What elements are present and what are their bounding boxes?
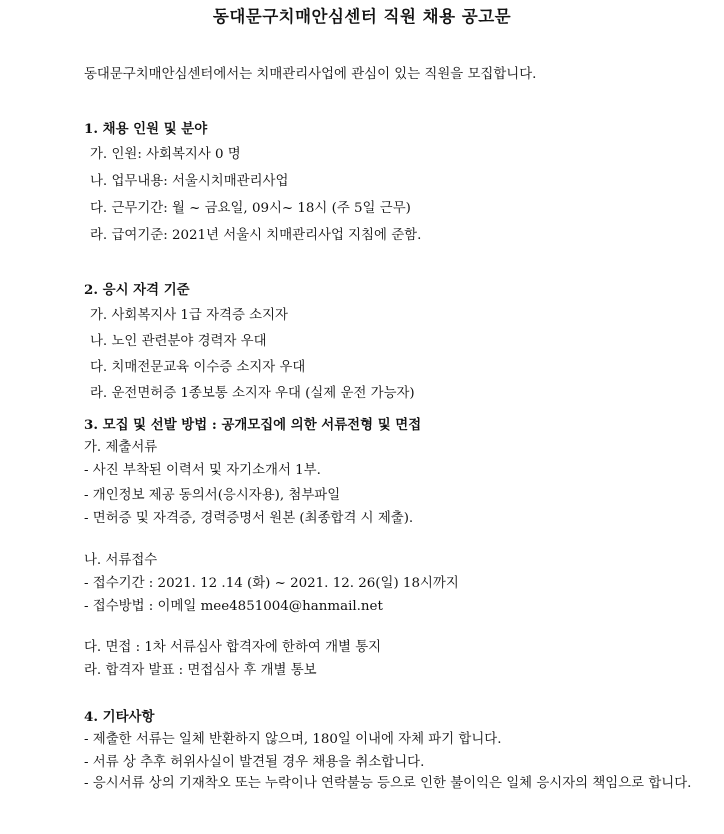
section-selection-heading: 3. 모집 및 선발 방법 : 공개모집에 의한 서류전형 및 면접 [84, 417, 422, 433]
section-qualification-heading: 2. 응시 자격 기준 [84, 282, 190, 298]
recruitment-item: 가. 인원: 사회복지사 0 명 [90, 147, 241, 162]
qualification-item: 나. 노인 관련분야 경력자 우대 [90, 334, 267, 349]
recruitment-item: 다. 근무기간: 월 ~ 금요일, 09시~ 18시 (주 5일 근무) [90, 201, 411, 216]
qualification-item: 다. 치매전문교육 이수증 소지자 우대 [90, 360, 306, 375]
page-title: 동대문구치매안심센터 직원 채용 공고문 [212, 7, 512, 26]
reception-label: 나. 서류접수 [84, 553, 158, 568]
section-recruitment-heading: 1. 채용 인원 및 분야 [84, 121, 208, 137]
documents-label: 가. 제출서류 [84, 440, 158, 455]
others-item: - 제출한 서류는 일체 반환하지 않으며, 180일 이내에 자체 파기 합니다. [84, 732, 502, 747]
intro-paragraph: 동대문구치매안심센터에서는 치매관리사업에 관심이 있는 직원을 모집합니다. [84, 67, 537, 82]
others-item: - 서류 상 추후 허위사실이 발견될 경우 채용을 취소합니다. [84, 755, 425, 770]
interview-text: 다. 면접 : 1차 서류심사 합격자에 한하여 개별 통지 [84, 640, 382, 655]
section-others-heading: 4. 기타사항 [84, 709, 155, 725]
qualification-item: 가. 사회복지사 1급 자격증 소지자 [90, 308, 288, 323]
others-item: - 응시서류 상의 기재착오 또는 누락이나 연락불능 등으로 인한 불이익은 일체 응시자의 책임으로 합니다. [84, 776, 692, 791]
document-item: - 개인정보 제공 동의서(응시자용), 첨부파일 [84, 488, 341, 503]
reception-method: - 접수방법 : 이메일 mee4851004@hanmail.net [84, 599, 383, 614]
qualification-item: 라. 운전면허증 1종보통 소지자 우대 (실제 운전 가능자) [90, 386, 415, 401]
reception-period: - 접수기간 : 2021. 12 .14 (화) ~ 2021. 12. 26(일) 18시까지 [84, 576, 459, 591]
announcement-text: 라. 합격자 발표 : 면접심사 후 개별 통보 [84, 663, 317, 678]
recruitment-item: 라. 급여기준: 2021년 서울시 치매관리사업 지침에 준함. [90, 228, 422, 243]
document-item: - 면허증 및 자격증, 경력증명서 원본 (최종합격 시 제출). [84, 511, 414, 526]
document-item: - 사진 부착된 이력서 및 자기소개서 1부. [84, 463, 321, 478]
recruitment-item: 나. 업무내용: 서울시치매관리사업 [90, 174, 289, 189]
